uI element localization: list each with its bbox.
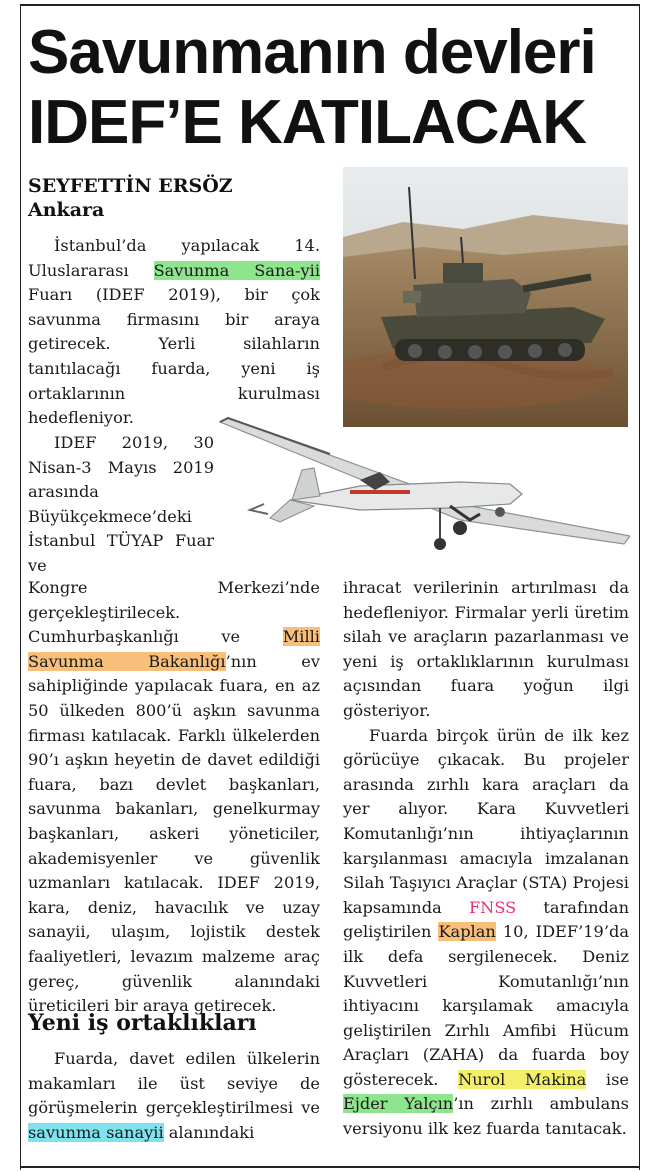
right-paragraph-1: ihracat verilerinin artırılması da hedefleniyor. Firmalar yerli üretim silah ve araçların pazarlanması ve yeni iş ortaklıklarının kurulması açısından fuara yoğun ilgi gösteriyor. bbox=[343, 578, 629, 720]
headline-line-1: Savunmanın devleri bbox=[28, 18, 596, 87]
right-paragraph-2 bbox=[343, 724, 629, 1142]
left-column-intro bbox=[28, 234, 320, 431]
author-name: SEYFETTİN ERSÖZ bbox=[28, 175, 233, 197]
headline-line-2: IDEF’E KATILACAK bbox=[28, 88, 587, 157]
body-text-2: ’nın ev sahipliğinde yapılacak fuara, en az 50 ülkeden 800’ü aşkın savunma firması katılacak. Farklı ülkelerden 90’ı aşkın heyetin de davet edildiği fuara, bazı devlet başkanları, savunma bakanları, genelkurmay başkanları, askeri yöneticiler, akademisyenler ve güvenlik uzmanları katılacak. IDEF 2019, kara, deniz, havacılık ve uzay sanayii, ulaşım, lojistik destek faaliyetleri, levazım malzeme araç gereç, güvenlik alanındaki üreticileri bir araya getirecek. bbox=[28, 651, 320, 1016]
highlight-nurol-makina: Nurol Makina bbox=[458, 1069, 587, 1089]
right-text-2: tarafından geliştirilen bbox=[343, 897, 629, 942]
highlight-savunma-sanayii-2: savunma sanayii bbox=[28, 1122, 164, 1142]
dateline-location: Ankara bbox=[28, 199, 105, 221]
date-paragraph: IDEF 2019, 30 Nisan-3 Mayıs 2019 arasında Büyükçekmece’deki İstanbul TÜYAP Fuar ve bbox=[28, 433, 214, 575]
right-border-rule bbox=[639, 4, 640, 1170]
body-text-1: Kongre Merkezi’nde gerçekleştirilecek. Cumhurbaşkanlığı ve bbox=[28, 578, 320, 647]
right-column bbox=[343, 576, 629, 1142]
highlight-ejder-yalcin: Ejder Yalçın bbox=[343, 1094, 454, 1114]
highlight-savunma-sanayii-end: yii bbox=[300, 260, 320, 280]
subheading: Yeni iş ortaklıkları bbox=[28, 1010, 257, 1036]
bottom-border-rule bbox=[20, 1166, 640, 1168]
intro-paragraph bbox=[28, 234, 320, 431]
left-border-rule bbox=[20, 4, 21, 1170]
final-paragraph bbox=[28, 1047, 320, 1145]
final-text-1: Fuarda, davet edilen ülkelerin makamları ile üst seviye de görüşmelerin gerçekleştirilmesi ve bbox=[28, 1049, 320, 1118]
right-text-1: Fuarda birçok ürün de ilk kez görücüye çıkacak. Bu projeler arasında zırhlı kara araçları da yer alıyor. Kara Kuvvetleri Komutanlığı’nın ihtiyaçlarının karşılanması amacıyla imzalanan Silah Taşıyıcı Araçlar (STA) Projesi kapsamında bbox=[343, 725, 629, 917]
right-text-5: ’ın zırhlı ambulans versiyonu ilk kez fuarda tanıtacak. bbox=[343, 1094, 629, 1139]
right-text-3: 10, IDEF’19’da ilk defa sergilenecek. Deniz Kuvvetleri Komutanlığı’nın ihtiyacını karşılamak amacıyla geliştirilen Zırhlı Amfibi Hücum Araçları (ZAHA) da fuarda boy gösterecek. bbox=[343, 922, 630, 1089]
byline bbox=[28, 174, 233, 222]
highlight-savunma-sanayii: Savunma Sana- bbox=[153, 260, 301, 280]
intro-text-2: Fuarı (IDEF 2019), bir çok savunma firmasını bir araya getirecek. Yerli silahların tanıtılacağı fuarda, yeni iş ortaklarının kurulması hedefleniyor. bbox=[28, 285, 320, 428]
left-column-date bbox=[28, 431, 214, 579]
final-text-2: alanındaki bbox=[163, 1122, 255, 1142]
intro-text-1: İstanbul’da yapılacak 14. Uluslararası bbox=[28, 236, 320, 280]
left-column-final bbox=[28, 1047, 320, 1145]
body-paragraph bbox=[28, 576, 320, 1019]
top-border-rule bbox=[20, 4, 640, 6]
highlight-milli-savunma-bakanligi: Milli Savunma Bakanlığı bbox=[28, 627, 320, 671]
drone-photo bbox=[210, 410, 630, 570]
highlight-fnss: FNSS bbox=[468, 897, 517, 917]
tank-photo bbox=[343, 167, 628, 427]
left-column-body bbox=[28, 576, 320, 1019]
right-text-4: ise bbox=[586, 1069, 629, 1089]
highlight-kaplan: Kaplan bbox=[438, 922, 496, 942]
